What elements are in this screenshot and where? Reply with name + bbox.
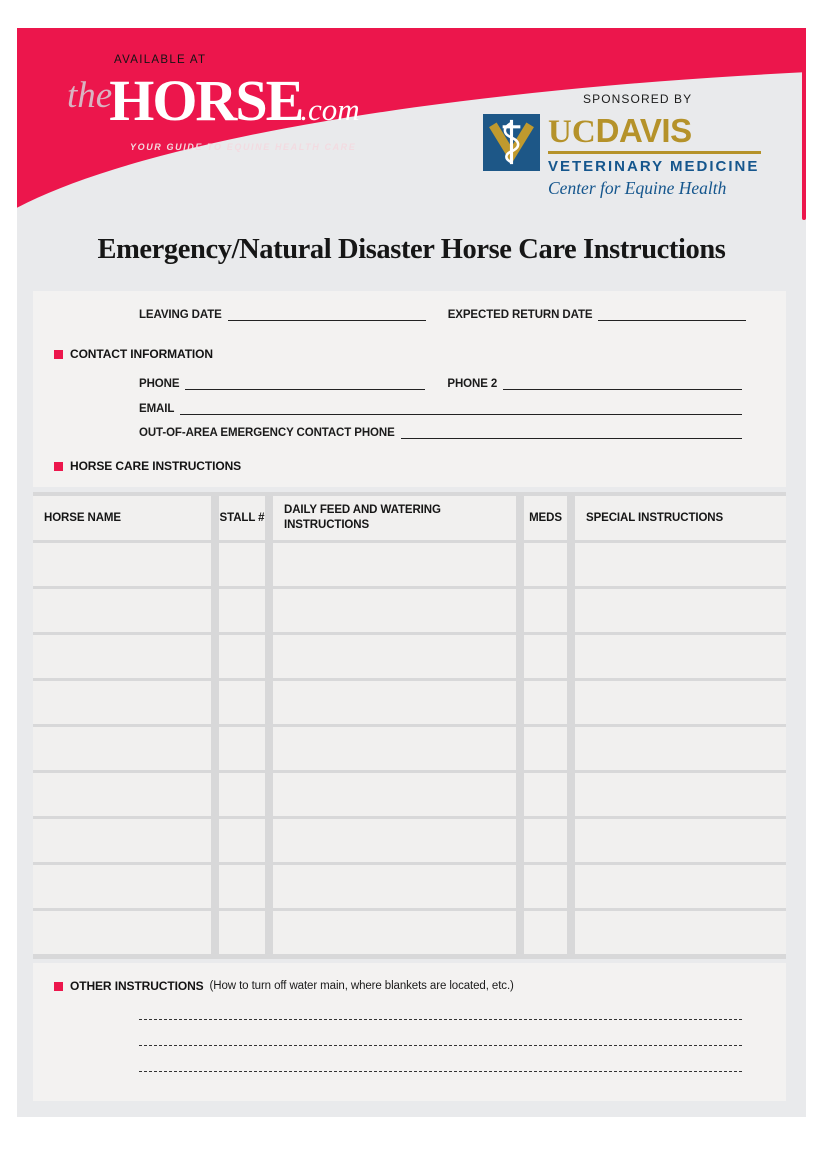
- table-cell-empty: [273, 635, 516, 678]
- phone2-label: PHONE 2: [447, 378, 498, 390]
- column-header-horse-name: HORSE NAME: [33, 496, 211, 540]
- table-cell-empty: [33, 543, 211, 586]
- available-at-label: AVAILABLE AT: [114, 54, 207, 66]
- pink-square-bullet: [54, 462, 63, 471]
- table-cell-empty: [524, 911, 567, 954]
- horse-care-heading: [54, 459, 241, 473]
- email-label: EMAIL: [139, 403, 175, 415]
- table-cell-empty: [524, 681, 567, 724]
- thehorse-logo-the: the: [67, 75, 113, 116]
- email-blank: [180, 403, 742, 415]
- caduceus-icon: [483, 114, 540, 171]
- table-cell-empty: [524, 727, 567, 770]
- column-header-feed: DAILY FEED AND WATERING INSTRUCTIONS: [273, 496, 516, 540]
- ucdavis-uc-text: UC: [548, 114, 596, 150]
- ucdavis-davis-text: DAVIS: [595, 112, 692, 149]
- table-cell-empty: [575, 589, 786, 632]
- horse-table: [33, 492, 786, 959]
- table-cell-empty: [219, 727, 265, 770]
- other-instructions-label: OTHER INSTRUCTIONS: [70, 979, 204, 993]
- table-cell-empty: [273, 727, 516, 770]
- phone2-blank: [503, 378, 742, 390]
- table-cell-empty: [219, 635, 265, 678]
- thehorse-logo-horse: HORSE: [109, 68, 303, 133]
- table-cell-empty: [219, 773, 265, 816]
- table-cell-empty: [575, 727, 786, 770]
- page-title: Emergency/Natural Disaster Horse Care Instructions: [97, 234, 726, 265]
- expected-return-blank: [598, 309, 746, 321]
- table-cell-empty: [273, 589, 516, 632]
- contact-information-heading: [54, 347, 213, 361]
- table-cell-empty: [33, 773, 211, 816]
- table-cell-empty: [524, 773, 567, 816]
- table-cell-empty: [575, 819, 786, 862]
- pink-edge-sliver: [802, 28, 806, 220]
- pink-square-bullet: [54, 982, 63, 991]
- expected-return-label: EXPECTED RETURN DATE: [447, 309, 593, 321]
- document-sheet: [17, 28, 806, 1117]
- ucdavis-dept-text: VETERINARY MEDICINE: [548, 158, 760, 175]
- thehorse-logo-tagline: YOUR GUIDE TO EQUINE HEALTH CARE: [130, 142, 357, 152]
- email-row: [139, 399, 742, 415]
- ucdavis-wordmark: [548, 114, 761, 149]
- table-cell-empty: [575, 635, 786, 678]
- column-header-meds: MEDS: [524, 496, 567, 540]
- out-of-area-row: [139, 423, 742, 439]
- thehorse-logo: [67, 68, 360, 133]
- table-cell-empty: [33, 865, 211, 908]
- phone-label: PHONE: [139, 378, 180, 390]
- table-cell-empty: [219, 865, 265, 908]
- other-instructions-panel: [33, 963, 786, 1101]
- column-header-stall: STALL #: [219, 496, 265, 540]
- table-cell-empty: [33, 727, 211, 770]
- table-cell-empty: [273, 543, 516, 586]
- contact-information-label: CONTACT INFORMATION: [70, 347, 213, 361]
- ucdavis-wordmark-block: [548, 114, 761, 199]
- table-cell-empty: [273, 911, 516, 954]
- table-cell-empty: [219, 911, 265, 954]
- ucdavis-logo: [483, 114, 761, 199]
- ucdavis-gold-rule: [548, 151, 761, 154]
- table-cell-empty: [219, 589, 265, 632]
- table-cell-empty: [273, 819, 516, 862]
- out-of-area-blank: [401, 427, 742, 439]
- table-cell-empty: [575, 865, 786, 908]
- thehorse-logo-com: .com: [300, 92, 360, 127]
- table-cell-empty: [33, 819, 211, 862]
- table-cell-empty: [575, 681, 786, 724]
- phone-row: [139, 374, 742, 390]
- table-cell-empty: [219, 819, 265, 862]
- other-instructions-heading: [54, 979, 514, 993]
- table-cell-empty: [273, 773, 516, 816]
- table-cell-empty: [219, 543, 265, 586]
- table-cell-empty: [219, 681, 265, 724]
- horse-care-label: HORSE CARE INSTRUCTIONS: [70, 459, 242, 473]
- table-cell-empty: [33, 635, 211, 678]
- pink-square-bullet: [54, 350, 63, 359]
- sponsored-by-label: SPONSORED BY: [583, 92, 693, 106]
- table-cell-empty: [33, 681, 211, 724]
- leaving-date-label: LEAVING DATE: [139, 309, 222, 321]
- out-of-area-label: OUT-OF-AREA EMERGENCY CONTACT PHONE: [139, 427, 395, 439]
- other-write-lines: [139, 994, 742, 1072]
- writing-line: [139, 994, 742, 1020]
- table-cell-empty: [524, 865, 567, 908]
- table-cell-empty: [273, 681, 516, 724]
- contact-form-panel: [33, 291, 786, 487]
- table-cell-empty: [575, 543, 786, 586]
- phone-blank: [185, 378, 425, 390]
- column-header-special: SPECIAL INSTRUCTIONS: [575, 496, 786, 540]
- table-cell-empty: [524, 635, 567, 678]
- table-cell-empty: [33, 911, 211, 954]
- ucdavis-center-text: Center for Equine Health: [548, 178, 727, 198]
- writing-line: [139, 1020, 742, 1046]
- writing-line: [139, 1046, 742, 1072]
- table-cell-empty: [524, 543, 567, 586]
- table-cell-empty: [273, 865, 516, 908]
- leaving-date-blank: [228, 309, 426, 321]
- table-cell-empty: [575, 911, 786, 954]
- other-instructions-note: (How to turn off water main, where blankets are located, etc.): [209, 980, 514, 992]
- table-cell-empty: [524, 589, 567, 632]
- table-cell-empty: [33, 589, 211, 632]
- table-cell-empty: [575, 773, 786, 816]
- table-cell-empty: [524, 819, 567, 862]
- dates-row: [139, 305, 746, 321]
